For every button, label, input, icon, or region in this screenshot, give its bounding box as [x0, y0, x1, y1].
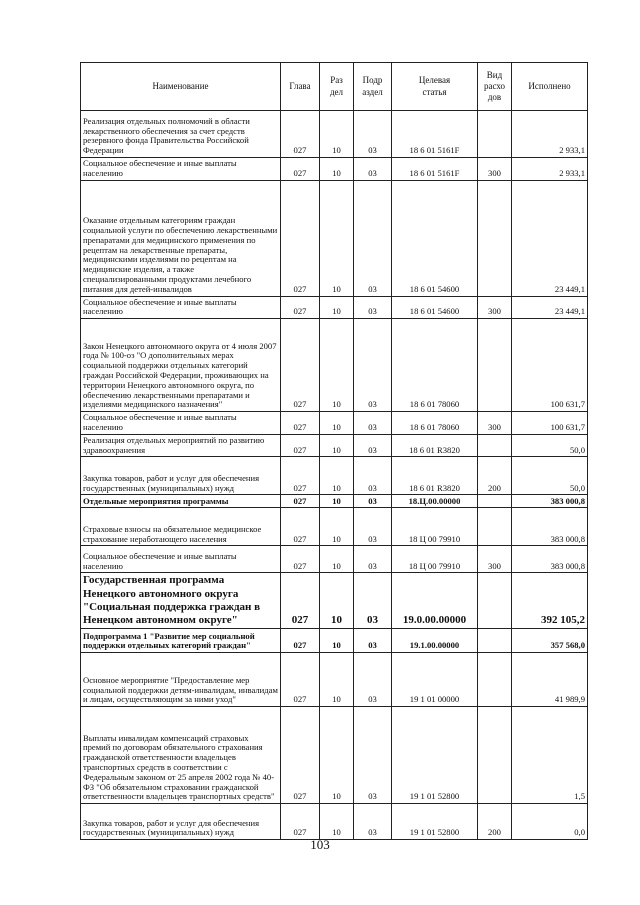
cell-podrazdel: 03 — [354, 495, 392, 508]
cell-target: 19 1 01 00000 — [392, 653, 478, 707]
cell-podrazdel: 03 — [354, 546, 392, 573]
cell-podrazdel: 03 — [354, 111, 392, 158]
cell-glava: 027 — [281, 319, 320, 412]
table-row — [81, 457, 588, 495]
cell-razdel: 10 — [320, 629, 354, 653]
cell-vid — [478, 653, 512, 707]
cell-glava: 027 — [281, 412, 320, 435]
table-row — [81, 546, 588, 573]
cell-target: 18 Ц 00 79910 — [392, 546, 478, 573]
cell-glava: 027 — [281, 495, 320, 508]
cell-target: 18 6 01 78060 — [392, 412, 478, 435]
cell-glava: 027 — [281, 573, 320, 629]
cell-glava: 027 — [281, 629, 320, 653]
cell-podrazdel: 03 — [354, 434, 392, 457]
header-vid: Вид расхо дов — [478, 63, 512, 111]
table-row — [81, 111, 588, 158]
cell-name: Закон Ненецкого автономного округа от 4 июля 2007 года № 100-оз "О дополнительных мерах социальной поддержки отдельных категорий граждан Российской Федерации, проживающих на территории Ненецкого автономного округа, по обеспечению лекарственными препаратами и изделиями медицинского назначения" — [81, 319, 281, 412]
cell-done: 2 933,1 — [512, 158, 588, 181]
cell-vid: 200 — [478, 457, 512, 495]
cell-podrazdel: 03 — [354, 412, 392, 435]
cell-done: 23 449,1 — [512, 180, 588, 296]
cell-vid — [478, 508, 512, 546]
cell-done: 383 000,8 — [512, 508, 588, 546]
cell-done: 50,0 — [512, 434, 588, 457]
cell-vid: 300 — [478, 412, 512, 435]
header-name: Наименование — [81, 63, 281, 111]
cell-vid: 300 — [478, 158, 512, 181]
cell-name: Закупка товаров, работ и услуг для обеспечения государственных (муниципальных) нужд — [81, 457, 281, 495]
table-row — [81, 653, 588, 707]
cell-podrazdel: 03 — [354, 629, 392, 653]
cell-name: Страховые взносы на обязательное медицинское страхование неработающего населения — [81, 508, 281, 546]
cell-name: Социальное обеспечение и иные выплаты населению — [81, 296, 281, 319]
cell-done: 100 631,7 — [512, 319, 588, 412]
table-row — [81, 296, 588, 319]
cell-glava: 027 — [281, 457, 320, 495]
cell-razdel: 10 — [320, 573, 354, 629]
table-row — [81, 804, 588, 840]
cell-target: 19.0.00.00000 — [392, 573, 478, 629]
cell-name: Социальное обеспечение и иные выплаты населению — [81, 546, 281, 573]
budget-table — [80, 62, 588, 840]
cell-target: 18 6 01 5161F — [392, 158, 478, 181]
cell-name: Основное мероприятие "Предоставление мер социальной поддержки детям-инвалидам, инвалидам и лицам, осуществляющим за ними уход" — [81, 653, 281, 707]
cell-razdel: 10 — [320, 707, 354, 804]
cell-podrazdel: 03 — [354, 180, 392, 296]
table-header-row — [81, 63, 588, 111]
cell-done: 383 000,8 — [512, 546, 588, 573]
table-row — [81, 412, 588, 435]
cell-name: Реализация отдельных полномочий в области лекарственного обеспечения за счет средств резервного фонда Правительства Российской Федерации — [81, 111, 281, 158]
table-row — [81, 707, 588, 804]
cell-razdel: 10 — [320, 319, 354, 412]
cell-name: Подпрограмма 1 "Развитие мер социальной поддержки отдельных категорий граждан" — [81, 629, 281, 653]
cell-target: 18.Ц.00.00000 — [392, 495, 478, 508]
cell-glava: 027 — [281, 707, 320, 804]
cell-glava: 027 — [281, 296, 320, 319]
header-done: Исполнено — [512, 63, 588, 111]
cell-target: 19 1 01 52800 — [392, 707, 478, 804]
cell-target: 18 6 01 78060 — [392, 319, 478, 412]
cell-done: 392 105,2 — [512, 573, 588, 629]
cell-done: 50,0 — [512, 457, 588, 495]
table-row — [81, 158, 588, 181]
cell-razdel: 10 — [320, 111, 354, 158]
cell-vid: 200 — [478, 804, 512, 840]
cell-vid — [478, 111, 512, 158]
table-row — [81, 495, 588, 508]
cell-name: Отдельные мероприятия программы — [81, 495, 281, 508]
cell-done: 23 449,1 — [512, 296, 588, 319]
cell-name: Реализация отдельных мероприятий по развитию здравоохранения — [81, 434, 281, 457]
cell-podrazdel: 03 — [354, 158, 392, 181]
cell-done: 100 631,7 — [512, 412, 588, 435]
cell-glava: 027 — [281, 653, 320, 707]
header-glava: Глава — [281, 63, 320, 111]
cell-name: Оказание отдельным категориям граждан социальной услуги по обеспечению лекарственными препаратами для медицинского применения по рецептам на лекарственные препараты, медицинскими изделиями по рецептам на медицинские изделия, а также специализированными продуктами лечебного питания для детей-инвалидов — [81, 180, 281, 296]
cell-razdel: 10 — [320, 412, 354, 435]
table-row — [81, 180, 588, 296]
cell-vid: 300 — [478, 296, 512, 319]
cell-name: Социальное обеспечение и иные выплаты населению — [81, 158, 281, 181]
page-number: 103 — [310, 837, 330, 852]
cell-vid — [478, 180, 512, 296]
cell-name: Закупка товаров, работ и услуг для обеспечения государственных (муниципальных) нужд — [81, 804, 281, 840]
cell-glava: 027 — [281, 546, 320, 573]
cell-done: 0,0 — [512, 804, 588, 840]
cell-podrazdel: 03 — [354, 653, 392, 707]
table-row — [81, 434, 588, 457]
cell-podrazdel: 03 — [354, 296, 392, 319]
cell-razdel: 10 — [320, 434, 354, 457]
header-razdel: Раз дел — [320, 63, 354, 111]
cell-podrazdel: 03 — [354, 508, 392, 546]
header-podrazdel: Подр аздел — [354, 63, 392, 111]
cell-name: Социальное обеспечение и иные выплаты населению — [81, 412, 281, 435]
cell-done: 41 989,9 — [512, 653, 588, 707]
cell-done: 1,5 — [512, 707, 588, 804]
cell-razdel: 10 — [320, 546, 354, 573]
cell-glava: 027 — [281, 434, 320, 457]
cell-vid — [478, 707, 512, 804]
cell-name: Государственная программа Ненецкого автономного округа "Социальная поддержка граждан в Ненецком автономном округе" — [81, 573, 281, 629]
cell-razdel: 10 — [320, 508, 354, 546]
cell-target: 18 6 01 54600 — [392, 180, 478, 296]
cell-glava: 027 — [281, 508, 320, 546]
cell-vid — [478, 573, 512, 629]
cell-vid — [478, 495, 512, 508]
cell-target: 19 1 01 52800 — [392, 804, 478, 840]
table-row — [81, 508, 588, 546]
cell-target: 18 6 01 R3820 — [392, 434, 478, 457]
cell-vid: 300 — [478, 546, 512, 573]
cell-glava: 027 — [281, 111, 320, 158]
cell-podrazdel: 03 — [354, 573, 392, 629]
cell-vid — [478, 319, 512, 412]
cell-done: 357 568,0 — [512, 629, 588, 653]
cell-done: 2 933,1 — [512, 111, 588, 158]
cell-razdel: 10 — [320, 495, 354, 508]
cell-vid — [478, 434, 512, 457]
cell-glava: 027 — [281, 804, 320, 840]
cell-podrazdel: 03 — [354, 707, 392, 804]
cell-glava: 027 — [281, 180, 320, 296]
cell-razdel: 10 — [320, 804, 354, 840]
cell-podrazdel: 03 — [354, 804, 392, 840]
cell-glava: 027 — [281, 158, 320, 181]
cell-target: 18 6 01 R3820 — [392, 457, 478, 495]
cell-podrazdel: 03 — [354, 319, 392, 412]
cell-target: 19.1.00.00000 — [392, 629, 478, 653]
cell-target: 18 Ц 00 79910 — [392, 508, 478, 546]
header-target: Целевая статья — [392, 63, 478, 111]
table-row — [81, 629, 588, 653]
cell-done: 383 000,8 — [512, 495, 588, 508]
table-row — [81, 573, 588, 629]
cell-target: 18 6 01 54600 — [392, 296, 478, 319]
cell-razdel: 10 — [320, 158, 354, 181]
table-row — [81, 319, 588, 412]
cell-razdel: 10 — [320, 296, 354, 319]
cell-vid — [478, 629, 512, 653]
cell-razdel: 10 — [320, 653, 354, 707]
cell-name: Выплаты инвалидам компенсаций страховых премий по договорам обязательного страхования гражданской ответственности владельцев транспортных средств в соответствии с Федеральным законом от 25 апреля 2002 года № 40-ФЗ "Об обязательном страховании гражданской ответственности владельцев транспортных средств" — [81, 707, 281, 804]
cell-razdel: 10 — [320, 457, 354, 495]
cell-podrazdel: 03 — [354, 457, 392, 495]
cell-razdel: 10 — [320, 180, 354, 296]
cell-target: 18 6 01 5161F — [392, 111, 478, 158]
